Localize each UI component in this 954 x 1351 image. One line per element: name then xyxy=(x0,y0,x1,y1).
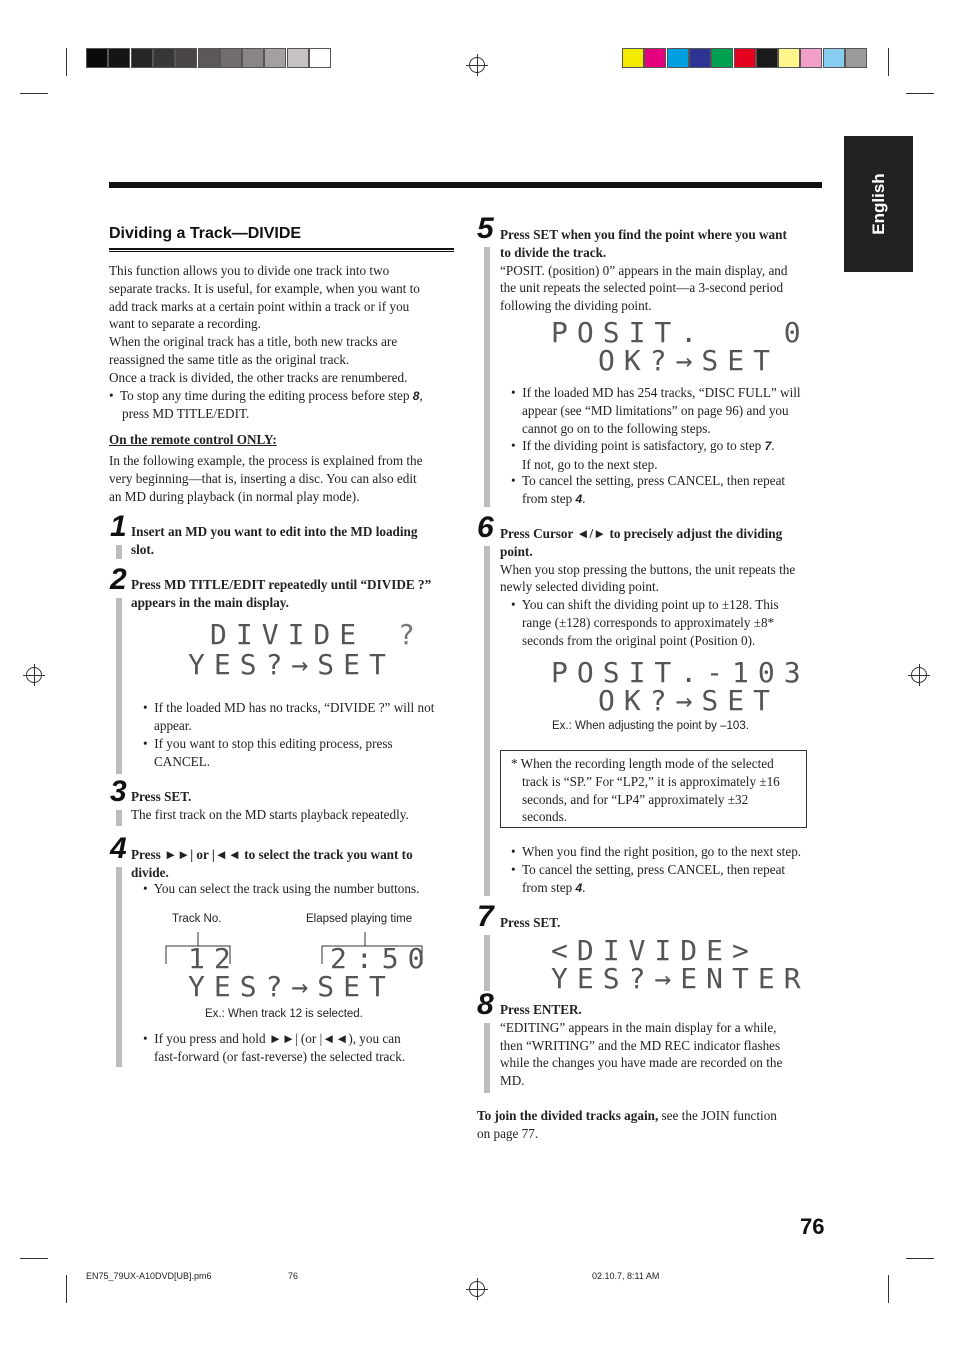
color-swatch xyxy=(800,48,822,68)
color-swatch xyxy=(175,48,197,68)
footer-page: 76 xyxy=(288,1271,299,1281)
lcd-display-line2: YES?→ENTER xyxy=(551,962,810,995)
join-note: To join the divided tracks again, see the JOIN function on page 77. xyxy=(477,1108,777,1141)
footnote-box: * When the recording length mode of the selected track is “SP.” For “LP2,” it is approximately ±16 seconds, and for “LP4” approximately ±32 seconds. xyxy=(500,750,807,828)
lcd-display-line1: DIVIDE xyxy=(210,618,366,651)
footer-filename: EN75_79UX-A10DVD[UB].pm6 xyxy=(86,1271,212,1281)
step-bar xyxy=(484,935,490,991)
lcd-elapsed-time: 2:50 xyxy=(330,942,434,975)
heading-underline xyxy=(109,248,454,252)
step-bar xyxy=(484,247,490,507)
section-heading: Dividing a Track—DIVIDE xyxy=(109,225,302,242)
color-swatch xyxy=(689,48,711,68)
color-swatch xyxy=(667,48,689,68)
registration-mark-icon xyxy=(466,1278,488,1300)
lcd-display-line1: POSIT. 0 xyxy=(551,316,810,349)
lcd-display-line2: YES?→SET xyxy=(188,648,395,681)
step-2-instruction: Press MD TITLE/EDIT repeatedly until “DIVIDE ?” appears in the main display. xyxy=(131,577,432,610)
step-number: 1 xyxy=(110,510,127,543)
bullet-item: • If the loaded MD has 254 tracks, “DISC FULL” will appear (see “MD limitations” on page 96) and you cannot go on to the following steps. xyxy=(511,385,801,436)
color-swatch xyxy=(242,48,264,68)
intro-paragraph: This function allows you to divide one track into two separate tracks. It is useful, for example, when you want to add track marks at a certain point within a track or if you want to separate a recording. When the original track has a title, both new tracks are reassigned the same title as the original track. Once a track is divided, the other tracks are renumbered. • To stop any time during the editing process before step 8, press MD TITLE/EDIT. xyxy=(109,263,423,422)
step-7-instruction: Press SET. xyxy=(500,915,561,930)
display-caption: Ex.: When adjusting the point by –103. xyxy=(552,720,749,732)
step-bar xyxy=(484,546,490,896)
bullet-item: • You can select the track using the number buttons. xyxy=(143,881,420,896)
crop-mark xyxy=(906,1258,934,1259)
lcd-display-line2: OK?→SET xyxy=(598,344,780,377)
lcd-display-line2: OK?→SET xyxy=(598,684,780,717)
lcd-display-line1: POSIT.-103 xyxy=(551,656,810,689)
color-swatch xyxy=(711,48,733,68)
top-rule xyxy=(109,182,822,188)
blinking-question-icon: ? xyxy=(398,618,424,651)
remote-only-heading: On the remote control ONLY: xyxy=(109,432,277,447)
color-swatch xyxy=(778,48,800,68)
step-number: 2 xyxy=(110,563,127,596)
color-swatch xyxy=(644,48,666,68)
color-swatch xyxy=(220,48,242,68)
color-swatch xyxy=(823,48,845,68)
track-number-label: Track No. xyxy=(172,913,222,925)
crop-mark xyxy=(66,48,67,76)
bullet-item: • To cancel the setting, press CANCEL, then repeat from step 4. xyxy=(511,862,786,895)
footer-date: 02.10.7, 8:11 AM xyxy=(592,1271,660,1281)
step-1-instruction: Insert an MD you want to edit into the MD loading slot. xyxy=(131,524,418,557)
color-swatch xyxy=(734,48,756,68)
step-bar xyxy=(484,1023,490,1093)
bullet-item: • If you want to stop this editing process, press CANCEL. xyxy=(143,736,393,769)
color-swatch xyxy=(198,48,220,68)
lcd-display-line1: <DIVIDE> xyxy=(551,934,758,967)
step-bar xyxy=(116,867,122,1067)
language-tab xyxy=(844,136,913,272)
bullet-item: • When you find the right position, go to the next step. xyxy=(511,844,802,859)
step-number: 7 xyxy=(477,900,494,933)
crop-mark xyxy=(906,93,934,94)
crop-mark xyxy=(20,1258,48,1259)
display-caption: Ex.: When track 12 is selected. xyxy=(205,1008,363,1020)
lcd-display-line2: YES?→SET xyxy=(188,970,395,1003)
bullet-item: • If you press and hold ►►| (or |◄◄), you can fast-forward (or fast-reverse) the selected track. xyxy=(143,1031,406,1064)
step-bar xyxy=(116,598,122,774)
crop-mark xyxy=(20,93,48,94)
page-number: 76 xyxy=(800,1214,825,1239)
step-5-instruction: Press SET when you find the point where you want to divide the track. “POSIT. (position) 0” appears in the main display, and the unit repeats the selected point—a 3-second period following the dividing point. xyxy=(500,227,788,314)
color-swatch xyxy=(309,48,331,68)
remote-paragraph: In the following example, the process is explained from the very beginning—that is, inserting a disc. You can also edit an MD during playback (in normal play mode). xyxy=(109,453,423,504)
bullet-item: • If the loaded MD has no tracks, “DIVIDE ?” will not appear. xyxy=(143,700,435,733)
bullet-item: • To cancel the setting, press CANCEL, then repeat from step 4. xyxy=(511,473,786,506)
color-swatch xyxy=(622,48,644,68)
crop-mark xyxy=(888,1275,889,1303)
step-number: 4 xyxy=(110,832,127,865)
color-swatch xyxy=(108,48,130,68)
lcd-track-number: 12 xyxy=(188,942,240,975)
color-swatch xyxy=(86,48,108,68)
step-bar xyxy=(116,545,122,559)
color-swatch xyxy=(131,48,153,68)
step-number: 5 xyxy=(477,212,494,245)
step-number: 3 xyxy=(110,775,127,808)
step-number: 6 xyxy=(477,511,494,544)
registration-mark-icon xyxy=(466,54,488,76)
registration-mark-icon xyxy=(908,664,930,686)
color-swatch xyxy=(845,48,867,68)
crop-mark xyxy=(66,1275,67,1303)
step-3-instruction: Press SET. The first track on the MD starts playback repeatedly. xyxy=(131,789,409,822)
color-swatch xyxy=(153,48,175,68)
language-tab-label: English xyxy=(868,173,888,235)
color-swatch xyxy=(287,48,309,68)
color-swatch xyxy=(756,48,778,68)
bullet-item: • You can shift the dividing point up to ±128. This range (±128) corresponds to approximately ±8* seconds from the original point (Position 0). xyxy=(511,597,779,648)
step-4-instruction: Press ►►| or |◄◄ to select the track you want to divide. xyxy=(131,847,413,880)
color-swatch xyxy=(264,48,286,68)
bullet-item: • If the dividing point is satisfactory, go to step 7. If not, go to the next step. xyxy=(511,438,775,472)
step-bar xyxy=(116,810,122,826)
step-number: 8 xyxy=(477,988,494,1021)
step-6-instruction: Press Cursor ◄/► to precisely adjust the dividing point. When you stop pressing the buttons, the unit repeats the newly selected dividing point. xyxy=(500,526,796,595)
registration-mark-icon xyxy=(23,664,45,686)
elapsed-time-label: Elapsed playing time xyxy=(306,913,413,925)
step-8-instruction: Press ENTER. “EDITING” appears in the main display for a while, then “WRITING” and the MD REC indicator flashes while the changes you have made are recorded on the MD. xyxy=(500,1002,783,1089)
crop-mark xyxy=(888,48,889,76)
